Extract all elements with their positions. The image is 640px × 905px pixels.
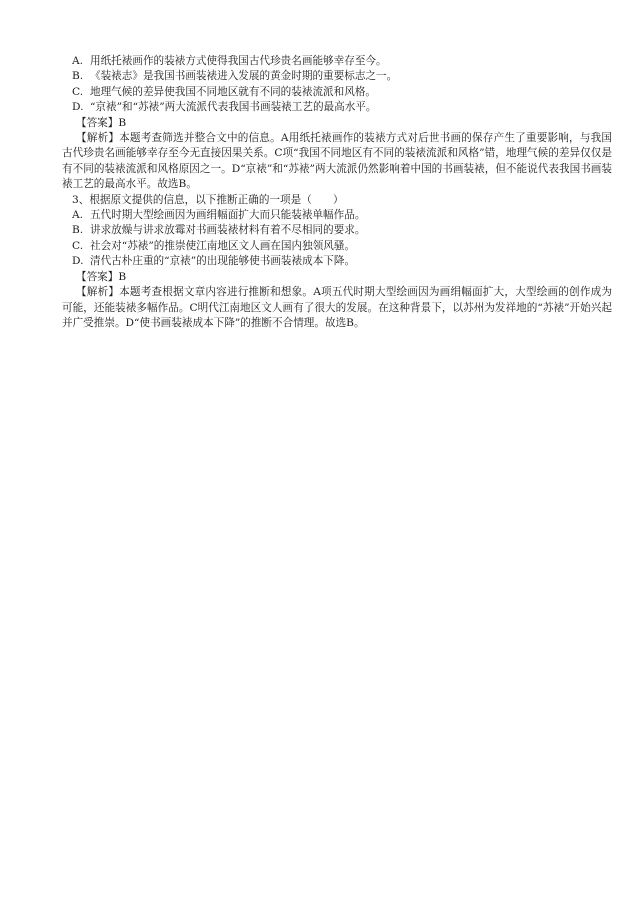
- option-text: 讲求放燥与讲求放霉对书画装裱材料有着不尽相同的要求。: [90, 224, 366, 237]
- option-text: 清代古朴庄重的“京裱”的出现能够使书画装裱成本下降。: [90, 255, 356, 268]
- q3-analysis: 【解析】本题考查根据文章内容进行推断和想象。A项五代时期大型绘画因为画绢幅面扩大，大型绘画的创作成为可能，还能装裱多幅作品。C明代江南地区文人画有了很大的发展。在这种背景下，以苏州为发祥地的“苏裱”开始兴起并广受推崇。D“使书画装裱成本下降”的推断不合情理。故选B。: [62, 286, 612, 329]
- option-text: 地理气候的差异使我国不同地区就有不同的装裱流派和风格。: [90, 85, 377, 98]
- option-letter: C.: [72, 85, 84, 98]
- option-letter: D.: [72, 101, 84, 114]
- option-letter: B.: [72, 224, 84, 237]
- option-letter: D.: [72, 255, 84, 268]
- option-letter: C.: [72, 239, 84, 252]
- q2-option-c: [62, 85, 612, 100]
- q2-option-d: [62, 100, 612, 115]
- q3-option-b: [62, 223, 612, 238]
- q2-option-a: [62, 54, 612, 69]
- q3-option-c: [62, 239, 612, 254]
- q3-option-a: [62, 208, 612, 223]
- option-text: 社会对“苏裱”的推崇使江南地区文人画在国内独领风骚。: [90, 239, 356, 252]
- option-text: “京裱”和“苏裱”两大流派代表我国书画装裱工艺的最高水平。: [90, 101, 377, 114]
- q3-option-d: [62, 254, 612, 269]
- option-letter: A.: [72, 55, 84, 67]
- q2-option-b: [62, 69, 612, 84]
- option-text: 用纸托裱画作的装裱方式使得我国古代珍贵名画能够幸存至今。: [90, 55, 387, 67]
- option-letter: A.: [72, 209, 84, 222]
- option-text: 《装裱志》是我国书画装裱进入发展的黄金时期的重要标志之一。: [90, 70, 398, 83]
- option-text: 五代时期大型绘画因为画绢幅面扩大而只能装裱单幅作品。: [90, 209, 366, 222]
- q3-answer: 【答案】B: [76, 270, 127, 283]
- q3-question: 3、根据原文提供的信息，以下推断正确的一项是（ ）: [72, 193, 344, 206]
- option-letter: B.: [72, 70, 84, 83]
- q2-answer: 【答案】B: [76, 116, 127, 129]
- document-content: [62, 54, 612, 331]
- q2-analysis: 【解析】本题考查筛选并整合文中的信息。A用纸托裱画作的装裱方式对后世书画的保存产生了重要影响，与我国古代珍贵名画能够幸存至今无直接因果关系。C项“我国不同地区有不同的装裱流派和风格”错，地理气候的差异仅仅是有不同的装裱流派和风格原因之一。D“京裱”和“苏裱”两大流派仍然影响着中国的书画装裱，但不能说代表我国书画装裱工艺的最高水平。故选B。: [62, 132, 612, 191]
